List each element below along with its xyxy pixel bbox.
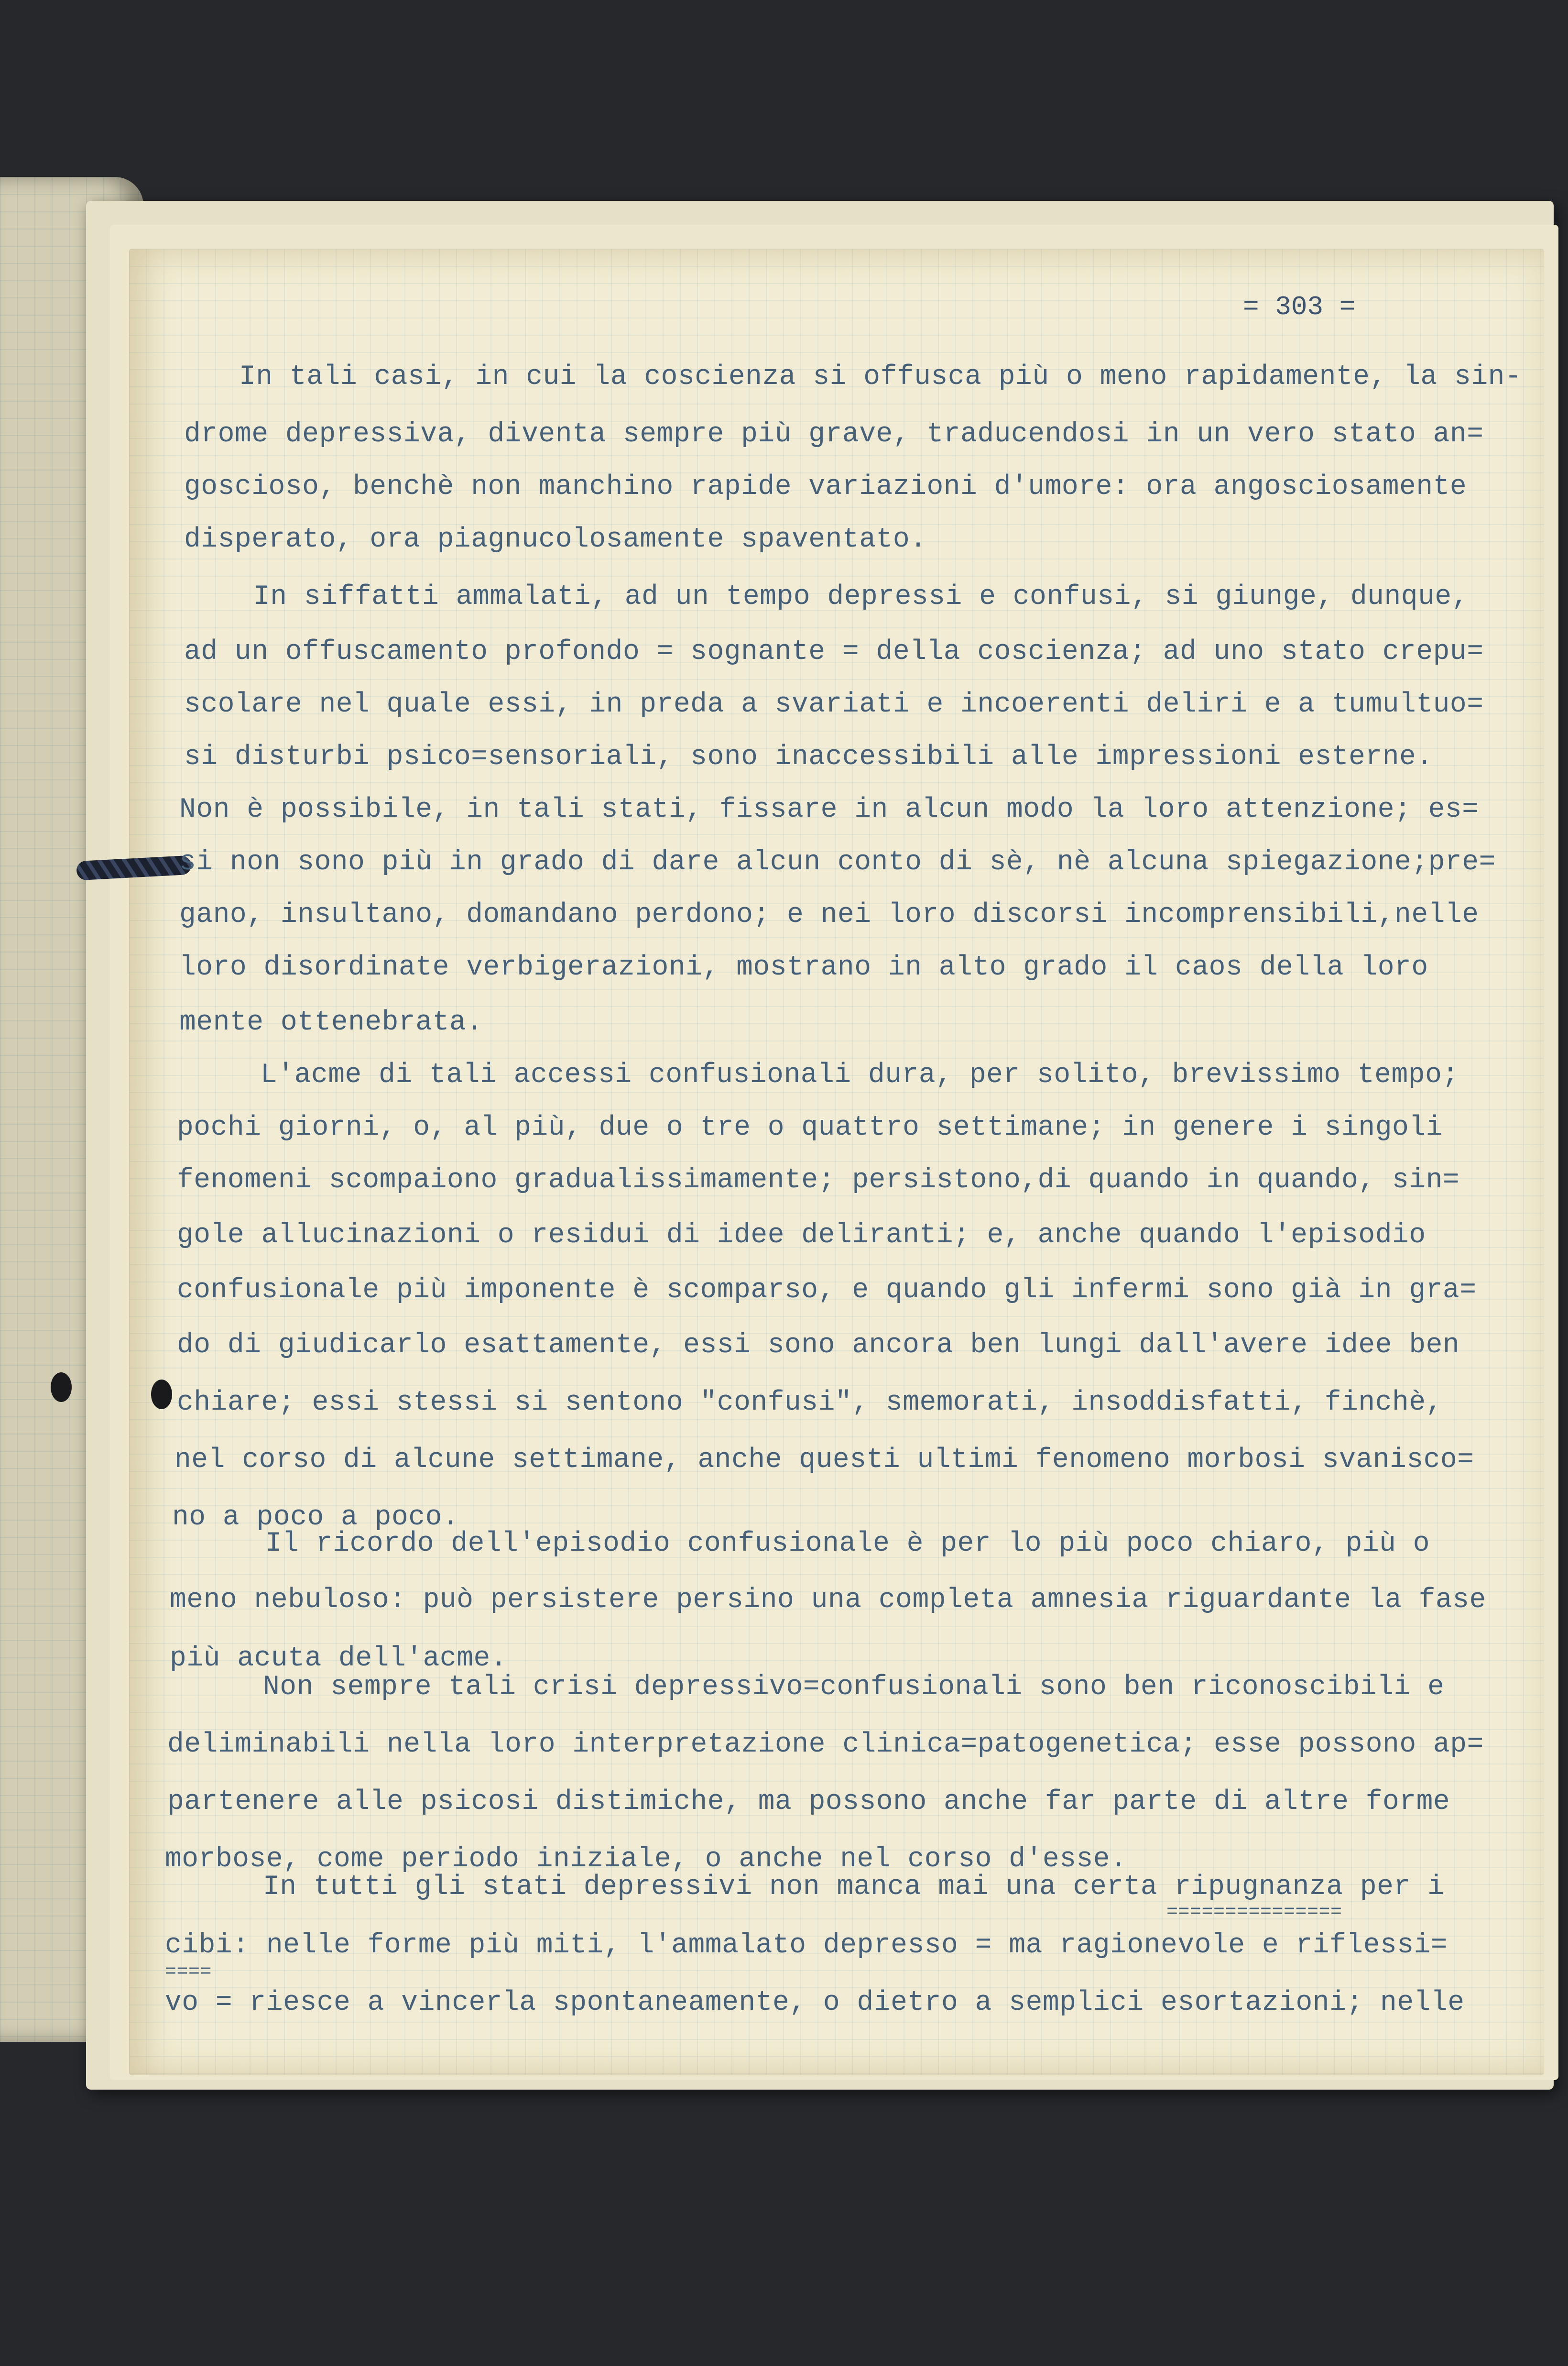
text-line: partenere alle psicosi distimiche, ma possono anche far parte di altre forme — [167, 1786, 1450, 1818]
text-line: In tali casi, in cui la coscienza si offusca più o meno rapidamente, la sin- — [239, 361, 1522, 393]
text-line: deliminabili nella loro interpretazione clinica=patogenetica; esse possono ap= — [167, 1729, 1484, 1760]
text-line: confusionale più imponente è scomparso, e quando gli infermi sono già in gra= — [177, 1275, 1477, 1306]
text-line: si disturbi psico=sensoriali, sono inaccessibili alle impressioni esterne. — [184, 742, 1433, 773]
text-line: gano, insultano, domandano perdono; e nei loro discorsi incomprensibili,nelle — [179, 899, 1479, 931]
text-line: vo = riesce a vincerla spontaneamente, o dietro a semplici esortazioni; nelle — [165, 1987, 1465, 2018]
punch-hole-right — [151, 1380, 172, 1409]
text-line: L'acme di tali accessi confusionali dura, per solito, brevissimo tempo; — [261, 1060, 1459, 1091]
text-line: morbose, come periodo iniziale, o anche nel corso d'esse. — [165, 1844, 1127, 1875]
text-line: ad un offuscamento profondo = sognante = della coscienza; ad uno stato crepu= — [184, 636, 1484, 668]
text-line: chiare; essi stessi si sentono "confusi", smemorati, insoddisfatti, finchè, — [177, 1387, 1443, 1418]
text-line: do di giudicarlo esattamente, essi sono ancora ben lungi dall'avere idee ben — [177, 1330, 1460, 1361]
text-line: In tutti gli stati depressivi non manca mai una certa ripugnanza per i — [263, 1872, 1445, 1903]
text-line: disperato, ora piagnucolosamente spaventato. — [184, 524, 927, 555]
text-line: no a poco a poco. — [172, 1502, 459, 1533]
text-line: goscioso, benchè non manchino rapide variazioni d'umore: ora angosciosamente — [184, 471, 1467, 503]
punch-hole-left — [51, 1372, 72, 1402]
text-line: mente ottenebrata. — [179, 1007, 483, 1038]
text-line: scolare nel quale essi, in preda a svariati e incoerenti deliri e a tumultuo= — [184, 689, 1484, 720]
page-number: = 303 = — [1243, 292, 1356, 322]
text-line: si non sono più in grado di dare alcun conto di sè, nè alcuna spiegazione;pre= — [179, 847, 1496, 878]
text-line: drome depressiva, diventa sempre più grave, traducendosi in un vero stato an= — [184, 419, 1484, 450]
text-line: meno nebuloso: può persistere persino una completa amnesia riguardante la fase — [170, 1585, 1486, 1616]
text-line: pochi giorni, o, al più, due o tre o quattro settimane; in genere i singoli — [177, 1112, 1443, 1143]
text-line: Il ricordo dell'episodio confusionale è per lo più poco chiaro, più o — [265, 1528, 1430, 1559]
text-line: gole allucinazioni o residui di idee deliranti; e, anche quando l'episodio — [177, 1220, 1426, 1251]
text-line: fenomeni scompaiono gradualissimamente; persistono,di quando in quando, sin= — [177, 1165, 1460, 1196]
underline-marks: =============== — [1166, 1902, 1342, 1923]
text-line: cibi: nelle forme più miti, l'ammalato depresso = ma ragionevole e riflessi= — [165, 1930, 1448, 1961]
text-line: Non sempre tali crisi depressivo=confusionali sono ben riconoscibili e — [263, 1672, 1445, 1703]
text-line: Non è possibile, in tali stati, fissare in alcun modo la loro attenzione; es= — [179, 794, 1479, 825]
text-line: In siffatti ammalati, ad un tempo depressi e confusi, si giunge, dunque, — [253, 581, 1469, 613]
underline-marks: ==== — [165, 1961, 212, 1983]
text-line: nel corso di alcune settimane, anche questi ultimi fenomeno morbosi svanisco= — [174, 1445, 1474, 1476]
text-line: più acuta dell'acme. — [170, 1643, 508, 1674]
text-line: loro disordinate verbigerazioni, mostrano in alto grado il caos della loro — [179, 952, 1428, 983]
